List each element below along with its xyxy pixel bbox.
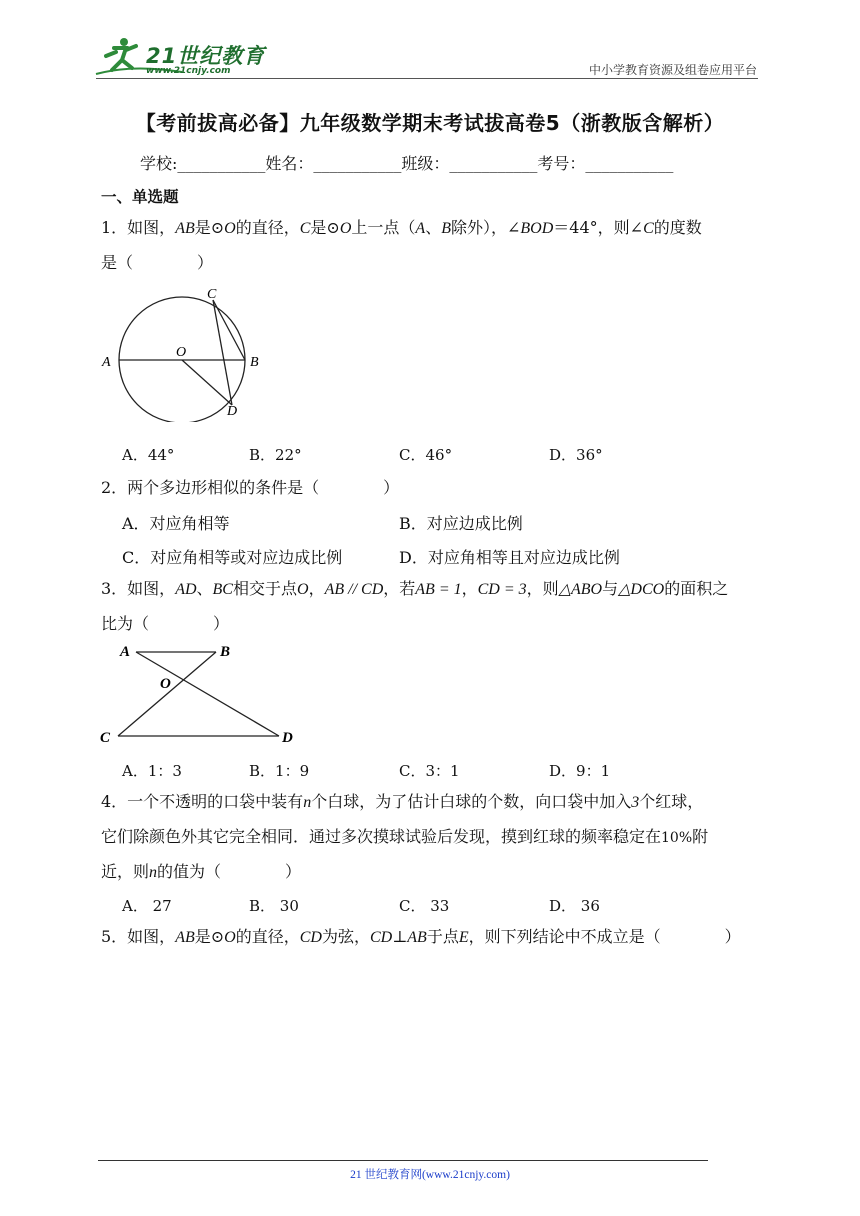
logo-url: www.21cnjy.com (146, 66, 231, 76)
q4-option-b[interactable]: B． 30 (249, 897, 299, 915)
question-1-stem: 1．如图，AB是⊙O的直径，C是⊙O上一点（A、B除外），∠BOD＝44°，则∠C的度数 是（ ） (101, 218, 702, 272)
question-1-circle-figure (96, 282, 276, 422)
label-d: D (282, 730, 293, 746)
question-4-stem: 4．一个不透明的口袋中装有n个白球，为了估计白球的个数，向口袋中加入3个红球， 它们除颜色外其它完全相同．通过多次摸球试验后发现，摸到红球的频率稳定在10%附 近，则n的值为（ ） (101, 792, 709, 881)
question-2-stem: 2．两个多边形相似的条件是（ ） (101, 478, 400, 497)
q2-option-d[interactable]: D．对应角相等且对应边成比例 (399, 548, 620, 567)
segment-bc (118, 652, 216, 736)
q2-option-c[interactable]: C．对应角相等或对应边成比例 (122, 548, 343, 567)
segment-ad (136, 652, 279, 736)
label-a: A (102, 355, 111, 370)
q4-option-a[interactable]: A． 27 (122, 897, 172, 915)
segment-cd (213, 300, 232, 405)
q1-option-d[interactable]: D．36° (549, 446, 603, 464)
question-3-triangles-figure (96, 640, 306, 750)
q4-option-c[interactable]: C． 33 (399, 897, 450, 915)
header-divider (96, 78, 758, 79)
footer-divider (98, 1160, 708, 1161)
question-3-stem: 3．如图，AD、BC相交于点O，AB // CD，若AB = 1，CD = 3，则△ABO与△DCO的面积之 比为（ ） (101, 579, 729, 633)
q4-option-d[interactable]: D． 36 (549, 897, 600, 915)
label-o: O (160, 676, 171, 692)
q3-option-d[interactable]: D．9：1 (549, 762, 611, 780)
student-info-line: 学校:___________姓名：___________班级：___________考号：___________ (140, 154, 674, 173)
q2-option-b[interactable]: B．对应边成比例 (399, 514, 523, 533)
label-b: B (220, 644, 231, 660)
q3-option-a[interactable]: A．1：3 (122, 762, 182, 780)
label-d: D (227, 404, 238, 419)
label-b: B (250, 355, 259, 370)
label-c: C (100, 730, 111, 746)
question-5-stem: 5．如图，AB是⊙O的直径，CD为弦，CD⊥AB于点E，则下列结论中不成立是（ ） (101, 927, 741, 946)
logo-text: 21世纪教育 (146, 44, 266, 68)
page-title: 【考前拔高必备】九年级数学期末考试拔高卷5（浙教版含解析） (135, 111, 725, 135)
label-a: A (120, 644, 131, 660)
label-c: C (207, 287, 217, 302)
header-platform-text: 中小学教育资源及组卷应用平台 (588, 63, 757, 77)
q3-option-b[interactable]: B．1：9 (249, 762, 310, 780)
q2-option-a[interactable]: A．对应角相等 (122, 514, 230, 533)
q3-option-c[interactable]: C．3：1 (399, 762, 460, 780)
q1-option-b[interactable]: B．22° (249, 446, 302, 464)
q1-option-c[interactable]: C．46° (399, 446, 453, 464)
section-heading: 一、单选题 (101, 188, 179, 206)
footer-link[interactable]: 21 世纪教育网(www.21cnjy.com) (350, 1169, 510, 1181)
q1-option-a[interactable]: A．44° (122, 446, 175, 464)
label-o: O (176, 345, 187, 360)
